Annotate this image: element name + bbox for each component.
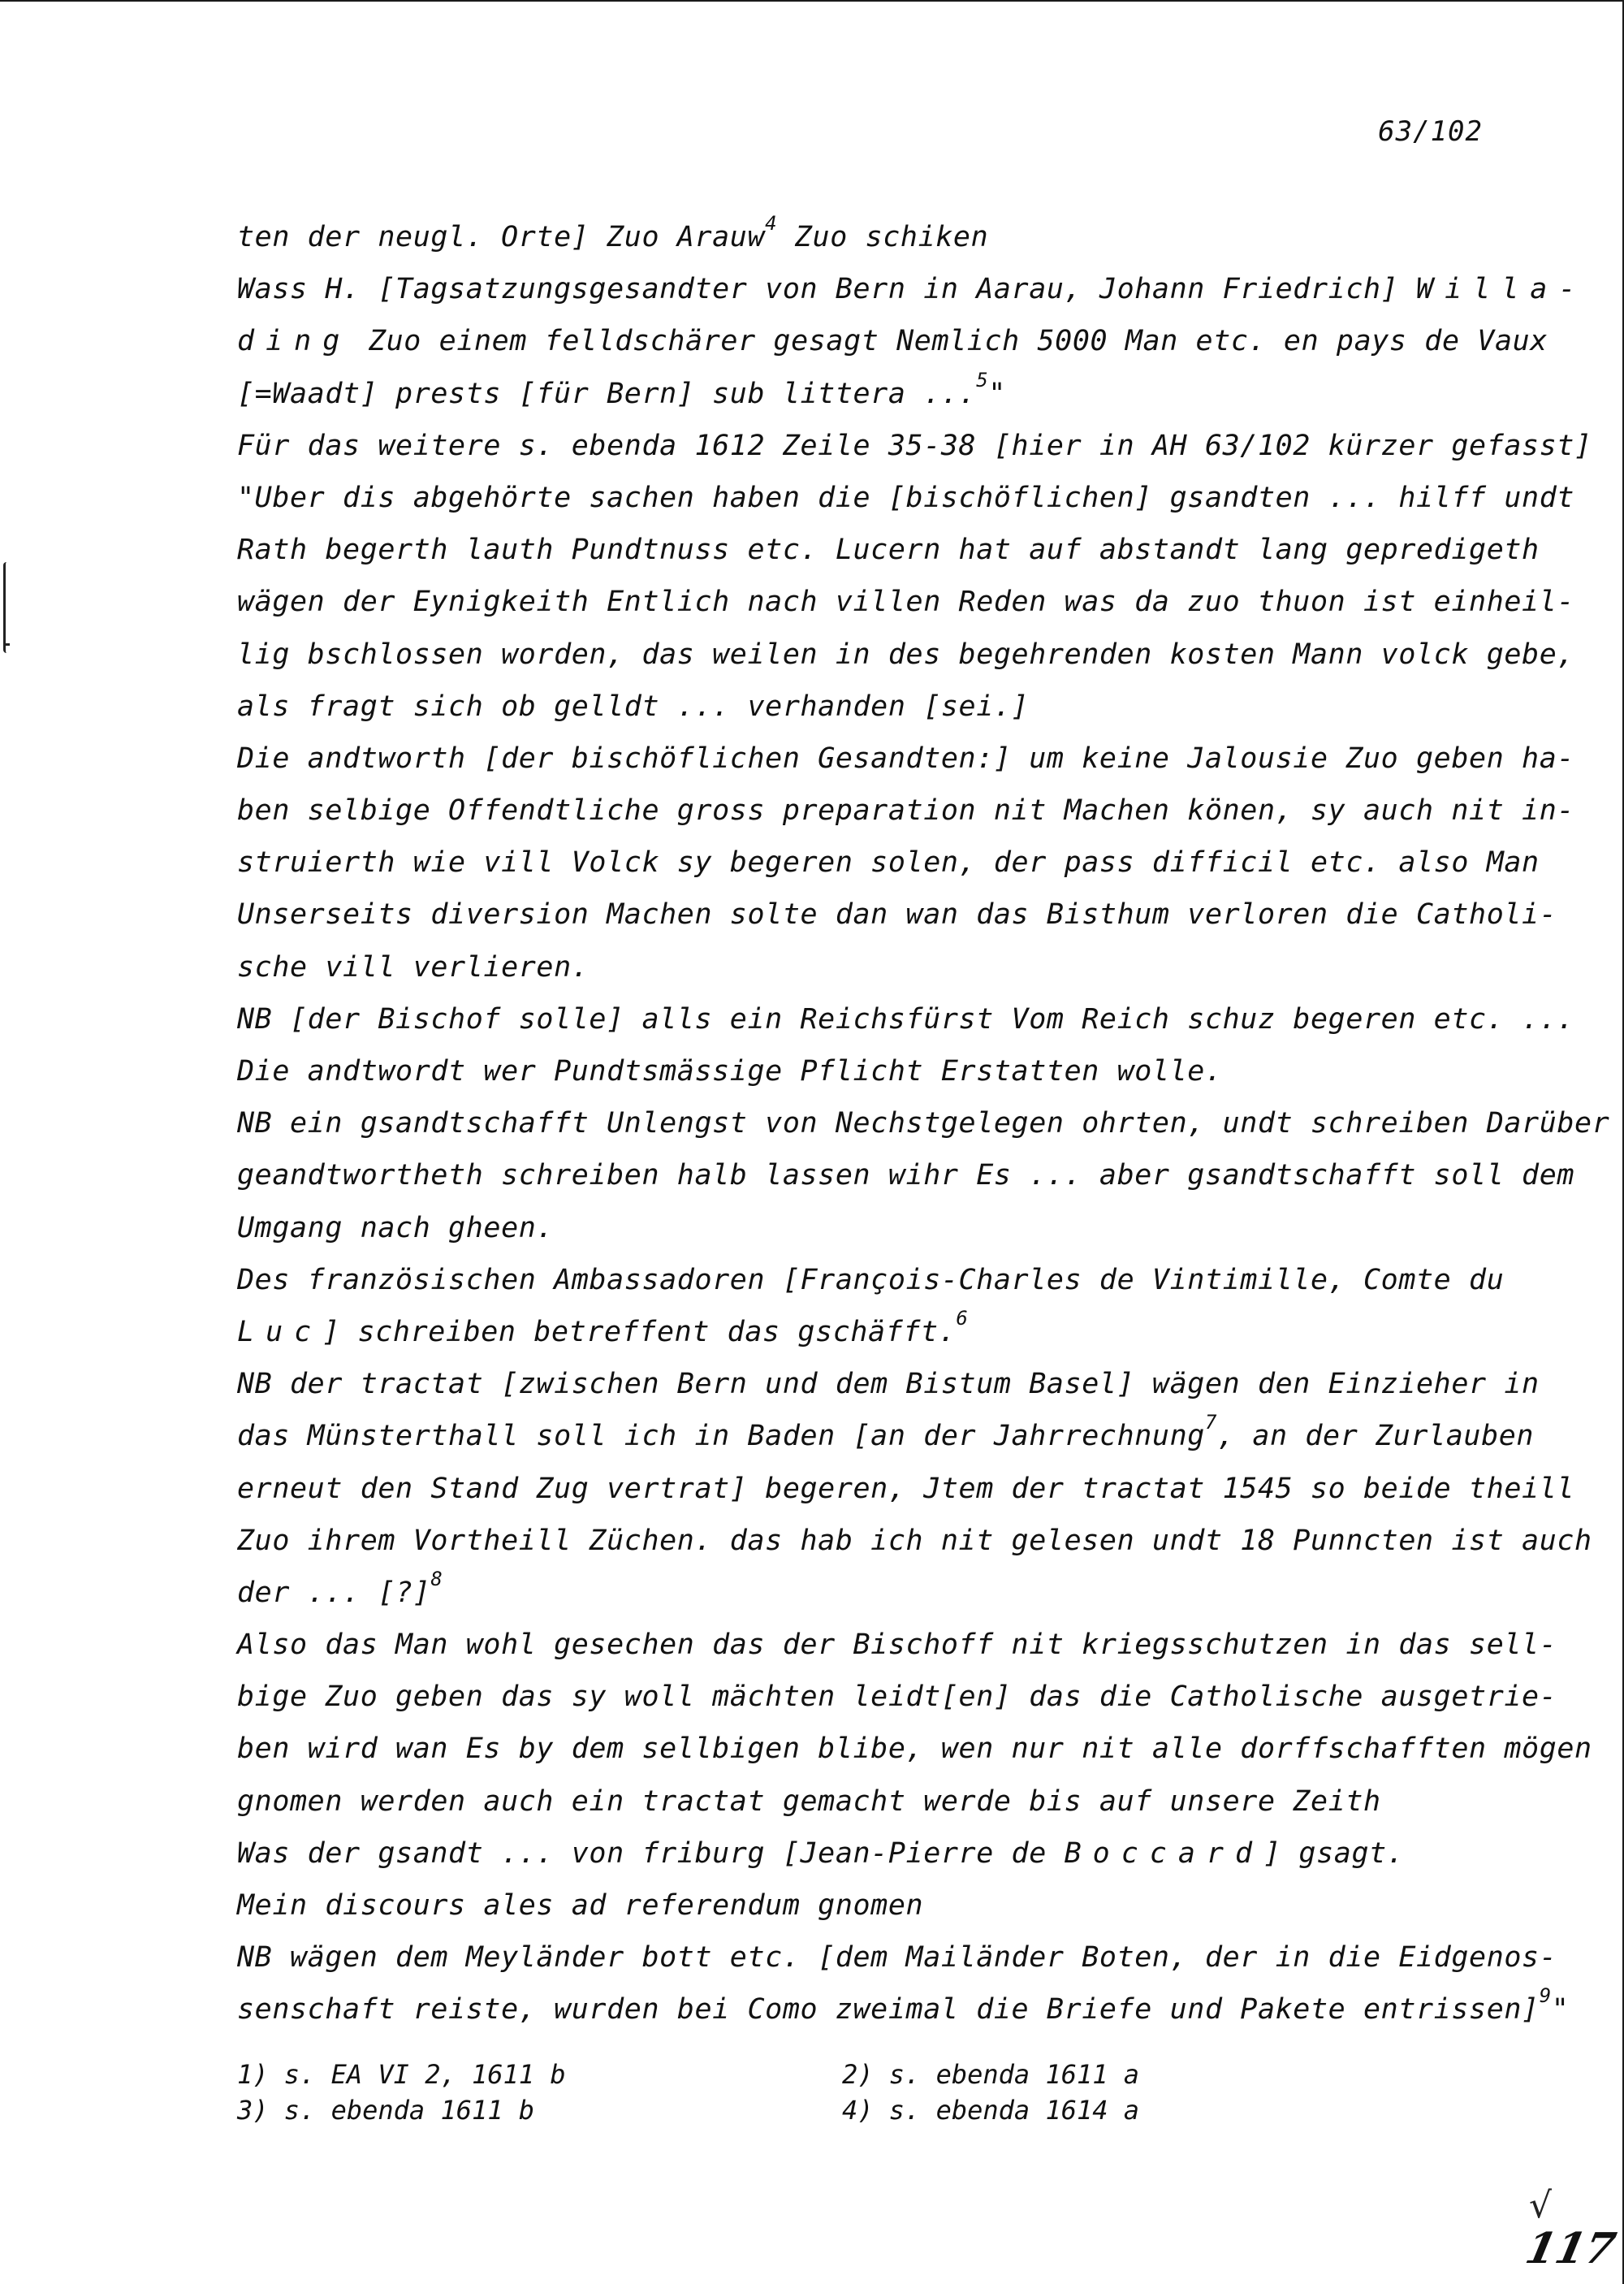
text-segment: Rath begerth lauth Pundtnuss etc. Lucern hat auf abstandt lang gepredigeth	[237, 534, 1540, 567]
text-line	[237, 1358, 1540, 1410]
text-line	[237, 1410, 1535, 1462]
text-segment: Die andtwordt wer Pundtsmässige Pflicht Erstatten wolle.	[237, 1055, 1223, 1088]
text-line	[237, 420, 1592, 472]
text-segment: als fragt sich ob gelldt ... verhanden [sei.]	[237, 690, 1030, 723]
text-segment: lig bschlossen worden, das weilen in des begehrenden kosten Mann volck gebe,	[237, 638, 1575, 671]
text-segment: ben selbige Offendtliche gross preparation nit Machen könen, sy auch nit in-	[237, 794, 1575, 828]
spaced-name: Luc	[237, 1315, 323, 1348]
text-line	[237, 1149, 1575, 1201]
footnote-entry: 4) s. ebenda 1614 a	[842, 2095, 1140, 2126]
text-segment: ben wird wan Es by dem sellbigen blibe, wen nur nit alle dorffschafften mögen	[237, 1732, 1592, 1766]
text-line	[237, 1045, 1504, 1097]
text-segment: [=Waadt] prests [für Bern] sub littera ...	[237, 377, 977, 410]
text-segment: bige Zuo geben das sy woll mächten leidt[en] das die Catholische ausgetrie-	[237, 1681, 1557, 1714]
text-line	[237, 993, 1575, 1045]
footnote-entry: 2) s. ebenda 1611 a	[842, 2059, 1140, 2090]
footnote-reference: 7	[1204, 1411, 1218, 1434]
spaced-name: ding	[237, 325, 352, 358]
text-segment: NB der tractat [zwischen Bern und dem Bistum Basel] wägen den Einzieher in	[237, 1368, 1540, 1401]
text-line	[237, 733, 1575, 785]
text-line	[237, 1515, 1592, 1567]
footnote-entry: 3) s. ebenda 1611 b	[237, 2095, 535, 2126]
text-segment: Die andtworth [der bischöflichen Gesandten:] um keine Jalousie Zuo geben ha-	[237, 742, 1575, 775]
text-segment: Mein discours ales ad referendum gnomen	[237, 1889, 924, 1922]
text-line	[237, 1828, 1504, 1880]
text-segment: NB [der Bischof solle] alls ein Reichsfürst Vom Reich schuz begeren etc. ...	[237, 1002, 1575, 1036]
footnote-reference: 6	[956, 1306, 969, 1330]
text-line	[237, 1983, 1570, 2035]
text-line	[237, 1097, 1610, 1149]
text-segment: NB ein gsandtschafft Unlengst von Nechstgelegen ohrten, undt schreiben Darüber	[237, 1107, 1610, 1140]
footnote-reference: 5	[976, 368, 989, 391]
text-line	[237, 1463, 1575, 1515]
footnote-reference: 4	[765, 212, 778, 235]
text-segment: "Uber dis abgehörte sachen haben die [bischöflichen] gsandten ... hilff undt	[237, 481, 1575, 514]
text-line	[237, 785, 1575, 837]
text-segment: Zuo schiken	[777, 221, 989, 253]
text-line	[237, 1671, 1557, 1723]
text-line	[237, 681, 1504, 733]
text-segment: Was der gsandt ... von friburg [Jean-Pierre de	[237, 1836, 1065, 1870]
text-segment: Des französischen Ambassadoren [François-Charles de Vintimille, Comte du	[237, 1263, 1505, 1296]
text-segment: Zuo ihrem Vortheill Züchen. das hab ich nit gelesen undt 18 Punncten ist auch	[237, 1524, 1592, 1557]
text-segment: gnomen werden auch ein tractat gemacht werde bis auf unsere Zeith	[237, 1784, 1381, 1818]
text-line	[237, 1254, 1504, 1306]
spaced-name: Willa-	[1416, 273, 1587, 306]
text-line	[237, 1306, 1504, 1358]
text-segment: der ... [?]	[237, 1576, 431, 1609]
text-line	[237, 263, 1587, 315]
text-segment: , an der Zurlauben	[1217, 1420, 1535, 1453]
text-segment: wägen der Eynigkeith Entlich nach villen Reden was da zuo thuon ist einheil-	[237, 586, 1575, 619]
text-segment: "	[1551, 1993, 1570, 2027]
footnote-row	[237, 2092, 1212, 2128]
text-line	[237, 315, 1548, 367]
text-line	[237, 837, 1540, 889]
text-line	[237, 1723, 1592, 1775]
text-line	[237, 1567, 1504, 1619]
text-line	[237, 629, 1575, 681]
text-segment: Unserseits diversion Machen solte dan wan das Bisthum verloren die Catholi-	[237, 898, 1557, 932]
text-segment: NB wägen dem Meyländer bott etc. [dem Mailänder Boten, der in die Eidgenos-	[237, 1941, 1557, 1975]
text-segment: Umgang nach gheen.	[237, 1211, 555, 1244]
text-line	[237, 576, 1575, 628]
text-segment: ten der neugl. Orte] Zuo Arauw	[237, 221, 766, 253]
footnote-reference: 9	[1539, 1984, 1552, 2008]
text-segment: ] schreiben betreffent das gschäfft.	[322, 1315, 957, 1348]
footnotes	[237, 2057, 1212, 2128]
handwritten-check-mark: √	[1529, 2185, 1553, 2226]
text-line	[237, 1619, 1557, 1671]
text-segment: erneut den Stand Zug vertrat] begeren, Jtem der tractat 1545 so beide theill	[237, 1472, 1575, 1505]
footnote-reference: 8	[430, 1567, 443, 1590]
text-segment: das Münsterthall soll ich in Baden [an der Jahrrechnung	[237, 1420, 1205, 1453]
text-line	[237, 1880, 1504, 1931]
text-segment: Zuo einem felldschärer gesagt Nemlich 5000 Man etc. en pays de Vaux	[351, 325, 1548, 358]
text-segment: geandtwortheth schreiben halb lassen wihr Es ... aber gsandtschafft soll dem	[237, 1159, 1575, 1192]
text-segment: struierth wie vill Volck sy begeren solen, der pass difficil etc. also Man	[237, 846, 1540, 880]
text-line	[237, 889, 1557, 941]
spaced-name: Boccard	[1064, 1836, 1264, 1870]
text-segment: "	[988, 377, 1006, 410]
handwritten-page-number: 117	[1521, 2224, 1621, 2273]
margin-bracket-mark	[3, 562, 17, 653]
footnote-entry: 1) s. EA VI 2, 1611 b	[237, 2059, 566, 2090]
text-line	[237, 1931, 1557, 1983]
text-line	[237, 1776, 1504, 1828]
text-line	[237, 1202, 1504, 1254]
text-line	[237, 368, 1504, 420]
text-segment: Wass H. [Tagsatzungsgesandter von Bern in Aarau, Johann Friedrich]	[237, 273, 1417, 306]
text-line	[237, 941, 1504, 993]
body-text	[237, 211, 1610, 2036]
footnote-row	[237, 2057, 1212, 2092]
text-segment: Also das Man wohl gesechen das der Bischoff nit kriegsschutzen in das sell-	[237, 1629, 1557, 1662]
text-segment: senschaft reiste, wurden bei Como zweimal die Briefe und Pakete entrissen]	[237, 1993, 1540, 2027]
page-number: 63/102	[1378, 115, 1483, 148]
text-segment: Für das weitere s. ebenda 1612 Zeile 35-38 [hier in AH 63/102 kürzer gefasst]	[237, 429, 1592, 462]
text-segment: sche vill verlieren.	[237, 950, 590, 984]
text-line	[237, 524, 1540, 576]
text-segment: ] gsagt.	[1263, 1836, 1405, 1870]
text-line	[237, 211, 1504, 263]
text-line	[237, 472, 1575, 524]
